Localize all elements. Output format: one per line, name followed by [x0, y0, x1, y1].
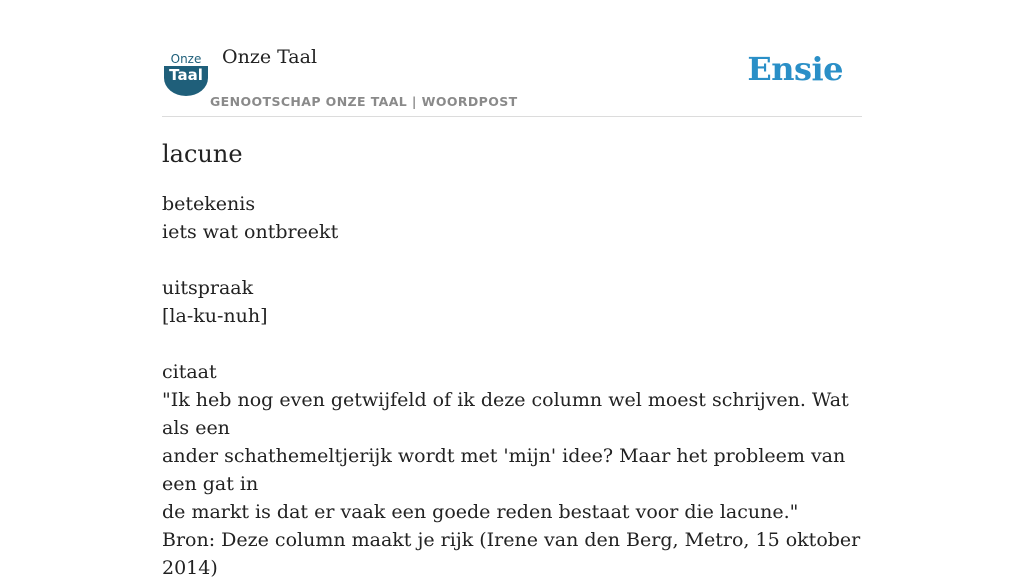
entry-word: lacune: [162, 140, 243, 168]
meaning-label: betekenis: [162, 193, 256, 215]
quote-source: Bron: Deze column maakt je rijk (Irene van den Berg, Metro, 15 oktober 2014): [162, 529, 861, 579]
logo-text-bottom: Taal: [169, 66, 203, 84]
header-subtitle: GENOOTSCHAP ONZE TAAL | WOORDPOST: [210, 94, 518, 109]
onze-taal-logo[interactable]: [162, 52, 210, 96]
pronunciation-text: [la-ku-nuh]: [162, 305, 268, 327]
quote-line: de markt is dat er vaak een goede reden bestaat voor die lacune.": [162, 501, 799, 523]
pronunciation-label: uitspraak: [162, 277, 254, 299]
quote-line: ander schathemeltjerijk wordt met 'mijn' idee? Maar het probleem van een gat in: [162, 445, 846, 495]
quote-label: citaat: [162, 361, 217, 383]
site-header: [162, 44, 862, 117]
ensie-logo[interactable]: Ensie: [747, 50, 843, 88]
org-name[interactable]: Onze Taal: [222, 46, 318, 68]
logo-text-top: Onze: [170, 52, 202, 66]
meaning-text: iets wat ontbreekt: [162, 221, 339, 243]
entry-content: [162, 138, 862, 582]
quote-line: "Ik heb nog even getwijfeld of ik deze column wel moest schrijven. Wat als een: [162, 389, 849, 439]
